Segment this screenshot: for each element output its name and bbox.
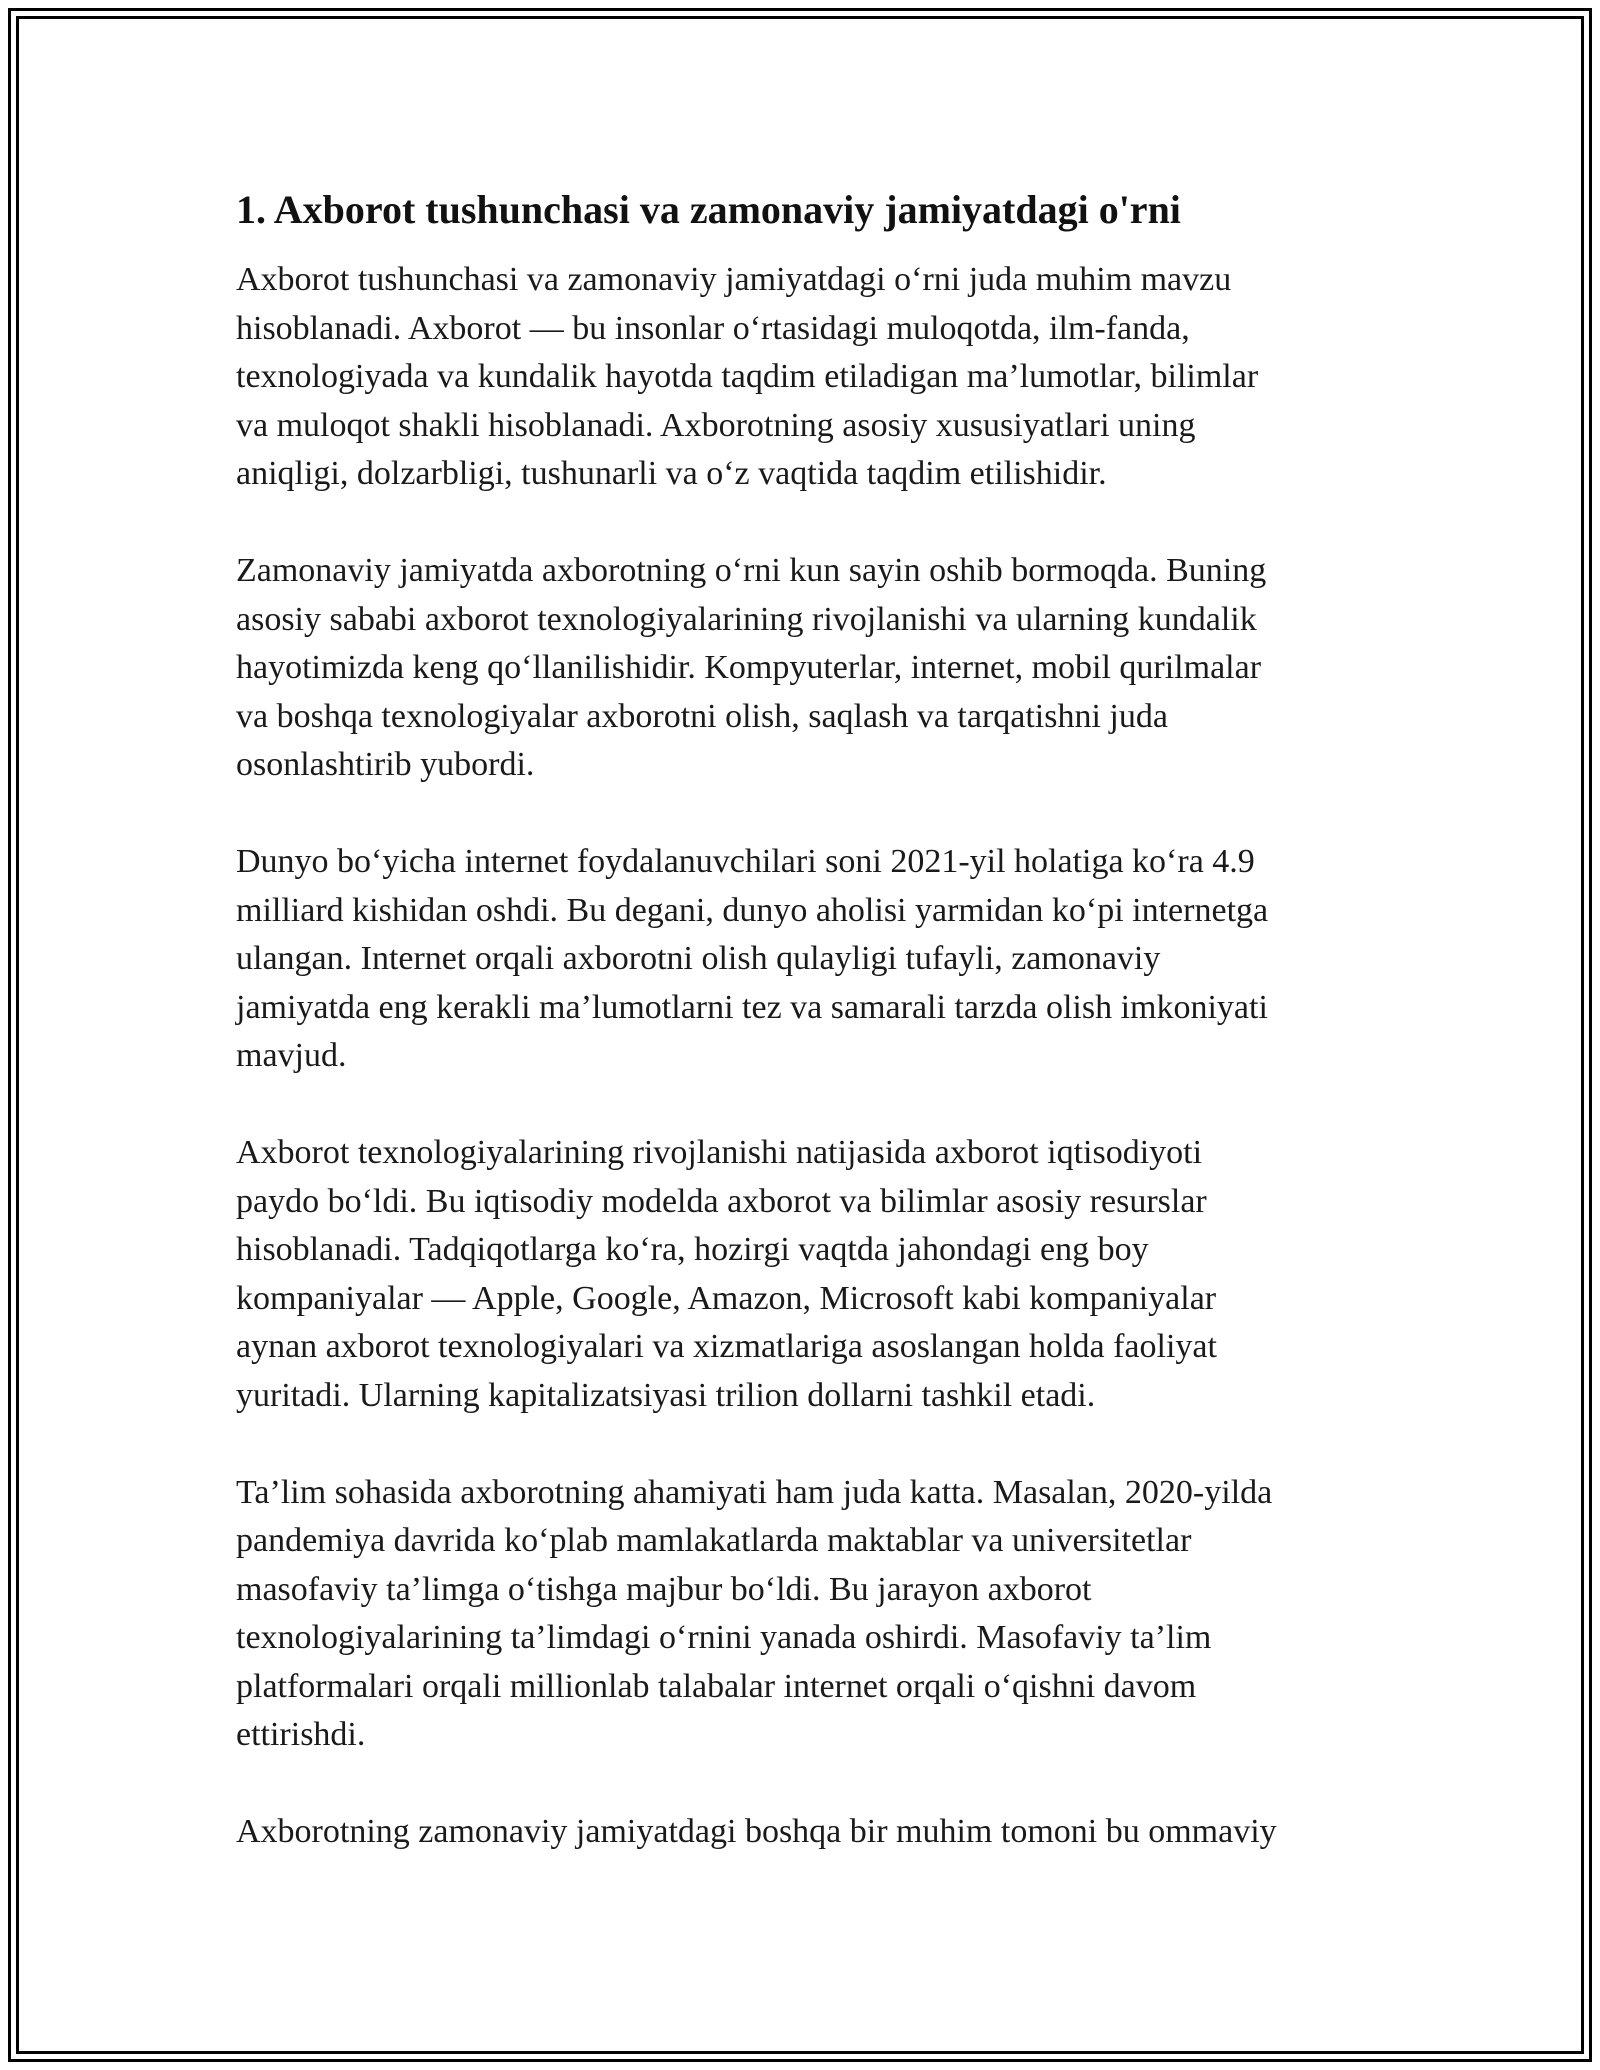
paragraph bbox=[236, 1808, 1386, 1857]
paragraph-line: pandemiya davrida ko‘plab mamlakatlarda maktablar va universitetlar bbox=[236, 1522, 1192, 1559]
paragraph-line: aniqligi, dolzarbligi, tushunarli va o‘z vaqtida taqdim etilishidir. bbox=[236, 455, 1107, 492]
paragraph-line: ulangan. Internet orqali axborotni olish qulayligi tufayli, zamonaviy bbox=[236, 940, 1161, 977]
paragraph bbox=[236, 256, 1386, 499]
paragraph-line: kompaniyalar — Apple, Google, Amazon, Microsoft kabi kompaniyalar bbox=[236, 1279, 1217, 1317]
paragraph-line: texnologiyada va kundalik hayotda taqdim etiladigan ma’lumotlar, bilimlar bbox=[236, 358, 1259, 395]
paragraph-line: asosiy sababi axborot texnologiyalarining rivojlanishi va ularning kundalik bbox=[236, 600, 1257, 638]
paragraph bbox=[236, 1129, 1386, 1420]
paragraph-line: mavjud. bbox=[236, 1037, 347, 1074]
section-heading: 1. Axborot tushunchasi va zamonaviy jamiyatdagi o'rni bbox=[236, 187, 1181, 232]
paragraph-line: Axborot texnologiyalarining rivojlanishi natijasida axborot iqtisodiyoti bbox=[236, 1134, 1203, 1171]
paragraph-line: platformalari orqali millionlab talabalar internet orqali o‘qishni davom bbox=[236, 1667, 1197, 1705]
paragraph-list bbox=[236, 256, 1386, 1857]
document-body bbox=[236, 184, 1386, 1905]
paragraph bbox=[236, 1469, 1386, 1760]
paragraph-line: aynan axborot texnologiyalari va xizmatlariga asoslangan holda faoliyat bbox=[236, 1328, 1217, 1365]
paragraph-line: paydo bo‘ldi. Bu iqtisodiy modelda axborot va bilimlar asosiy resurslar bbox=[236, 1182, 1207, 1220]
paragraph-line: ettirishdi. bbox=[236, 1716, 366, 1753]
paragraph bbox=[236, 838, 1386, 1081]
paragraph-line: hisoblanadi. Tadqiqotlarga ko‘ra, hozirgi vaqtda jahondagi eng boy bbox=[236, 1231, 1149, 1268]
paragraph-line: milliard kishidan oshdi. Bu degani, dunyo aholisi yarmidan ko‘pi internetga bbox=[236, 891, 1269, 929]
paragraph-line: masofaviy ta’limga o‘tishga majbur bo‘ldi. Bu jarayon axborot bbox=[236, 1570, 1092, 1608]
paragraph-line: yuritadi. Ularning kapitalizatsiyasi trilion dollarni tashkil etadi. bbox=[236, 1376, 1096, 1414]
paragraph-line: va boshqa texnologiyalar axborotni olish, saqlash va tarqatishni juda bbox=[236, 697, 1168, 735]
paragraph-line: hayotimizda keng qo‘llanilishidir. Kompyuterlar, internet, mobil qurilmalar bbox=[236, 649, 1262, 686]
paragraph-line: Ta’lim sohasida axborotning ahamiyati ham juda katta. Masalan, 2020-yilda bbox=[236, 1473, 1273, 1511]
paragraph-line: Zamonaviy jamiyatda axborotning o‘rni kun sayin oshib bormoqda. Buning bbox=[236, 552, 1267, 589]
paragraph bbox=[236, 547, 1386, 790]
paragraph-line: jamiyatda eng kerakli ma’lumotlarni tez va samarali tarzda olish imkoniyati bbox=[236, 988, 1268, 1026]
paragraph-line: Dunyo bo‘yicha internet foydalanuvchilari soni 2021-yil holatiga ko‘ra 4.9 bbox=[236, 843, 1255, 880]
paragraph-line: Axborot tushunchasi va zamonaviy jamiyatdagi o‘rni juda muhim mavzu bbox=[236, 261, 1232, 298]
paragraph-line: Axborotning zamonaviy jamiyatdagi boshqa bir muhim tomoni bu ommaviy bbox=[236, 1813, 1277, 1850]
paragraph-line: texnologiyalarining ta’limdagi o‘rnini yanada oshirdi. Masofaviy ta’lim bbox=[236, 1619, 1212, 1656]
paragraph-line: osonlashtirib yubordi. bbox=[236, 746, 535, 783]
paragraph-line: hisoblanadi. Axborot — bu insonlar o‘rtasidagi muloqotda, ilm-fanda, bbox=[236, 309, 1190, 347]
paragraph-line: va muloqot shakli hisoblanadi. Axborotning asosiy xususiyatlari uning bbox=[236, 406, 1196, 444]
